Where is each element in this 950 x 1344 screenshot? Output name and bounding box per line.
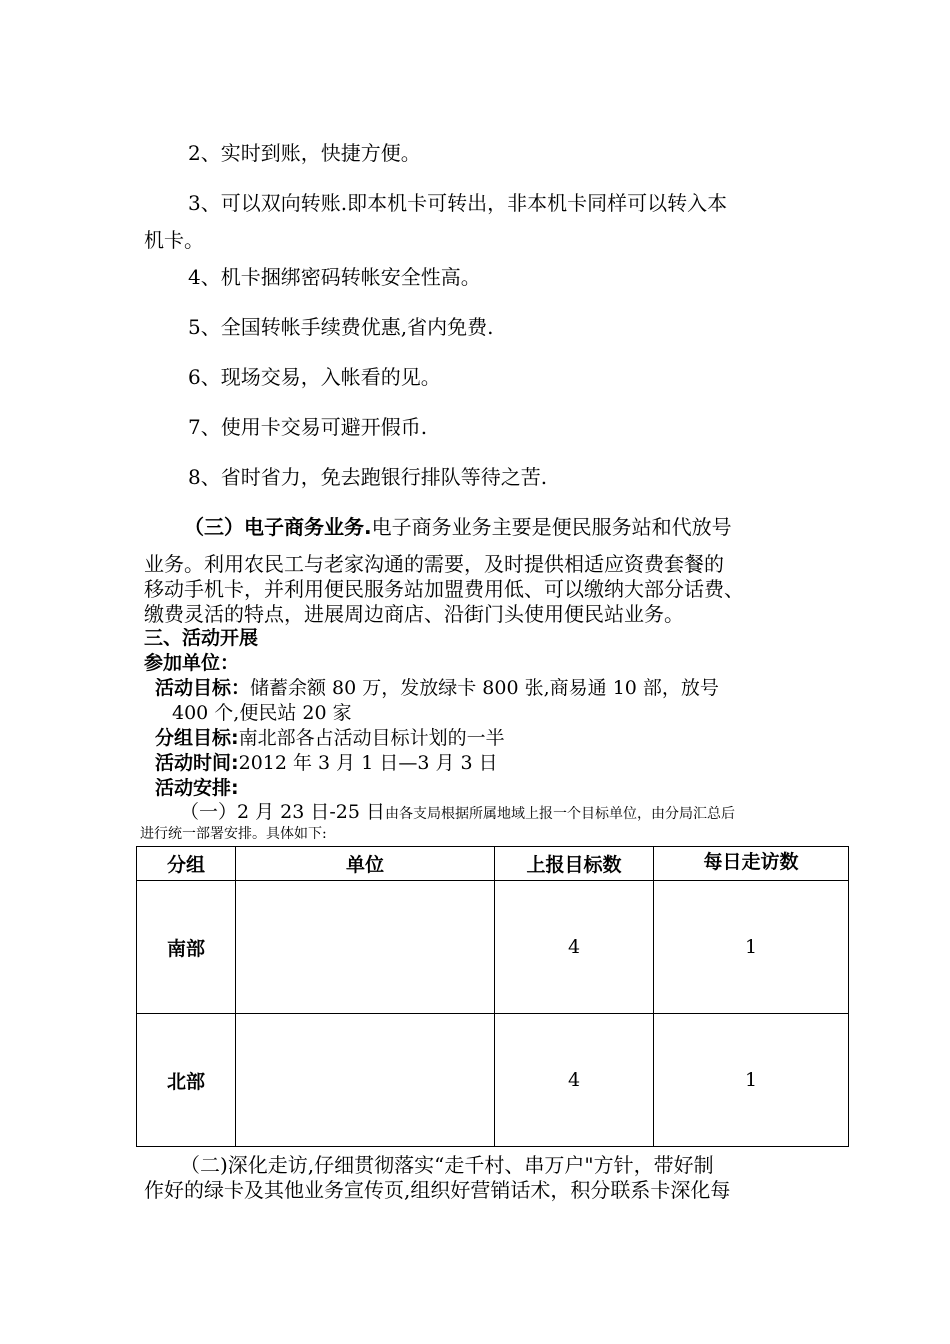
header-group: 分组 (137, 847, 236, 881)
cell-unit (236, 1014, 495, 1147)
header-target: 上报目标数 (495, 847, 654, 881)
group-label: 分组目标: (155, 727, 239, 749)
table-row (137, 1014, 849, 1147)
cell-group: 南部 (137, 881, 236, 1014)
list-item-4: 4、机卡捆绑密码转帐安全性高。 (188, 265, 481, 289)
group-text: 南北部各占活动目标计划的一半 (238, 727, 505, 749)
step1-date: （一）2 月 23 日-25 日 (180, 801, 386, 823)
time-line (155, 748, 498, 775)
list-item-3-cont: 机卡。 (144, 228, 204, 252)
participants-label: 参加单位： (144, 652, 240, 674)
ecommerce-heading: （三）电子商务业务. (184, 515, 372, 539)
time-text: 2012 年 3 月 1 日—3 月 3 日 (238, 752, 498, 774)
table-header-row (137, 847, 849, 881)
cell-target: 4 (495, 1014, 654, 1147)
list-item-2: 2、实时到账，快捷方便。 (188, 141, 421, 165)
step1-text: 由各支局根据所属地域上报一个目标单位，由分局汇总后 (385, 806, 736, 822)
time-label: 活动时间: (155, 752, 239, 774)
step2-line2: 作好的绿卡及其他业务宣传页,组织好营销话术，积分联系卡深化每 (144, 1178, 731, 1202)
arrange-label: 活动安排: (155, 777, 239, 799)
list-item-6: 6、现场交易，入帐看的见。 (188, 365, 441, 389)
goal-line (155, 673, 719, 700)
cell-group: 北部 (137, 1014, 236, 1147)
header-daily: 每日走访数 (654, 847, 849, 881)
section3-title: 三、活动开展 (144, 627, 259, 649)
goal-text: 储蓄余额 80 万，发放绿卡 800 张,商易通 10 部，放号 (250, 677, 719, 699)
list-item-8: 8、省时省力，免去跑银行排队等待之苦. (188, 465, 548, 489)
cell-target: 4 (495, 881, 654, 1014)
step2-line1: （二)深化走访,仔细贯彻落实“走千村、串万户"方针，带好制 (180, 1153, 714, 1177)
goal-label: 活动目标： (155, 677, 251, 699)
cell-daily: 1 (654, 1014, 849, 1147)
cell-daily: 1 (654, 881, 849, 1014)
ecommerce-line2: 业务。利用农民工与老家沟通的需要，及时提供相适应资费套餐的 (144, 552, 724, 576)
group-line (155, 723, 505, 750)
ecommerce-line3: 移动手机卡，并利用便民服务站加盟费用低、可以缴纳大部分话费、 (144, 577, 744, 601)
table-row (137, 881, 849, 1014)
target-table (136, 846, 849, 1147)
list-item-3: 3、可以双向转账.即本机卡可转出，非本机卡同样可以转入本 (188, 191, 728, 215)
list-item-7: 7、使用卡交易可避开假币. (188, 415, 428, 439)
cell-unit (236, 881, 495, 1014)
ecommerce-paragraph-line1 (184, 511, 732, 540)
header-unit: 单位 (236, 847, 495, 881)
step1-text-cont: 进行统一部署安排。具体如下: (140, 826, 327, 842)
goal-text-cont: 400 个,便民站 20 家 (172, 702, 352, 724)
step1-line (180, 797, 735, 824)
list-item-5: 5、全国转帐手续费优惠,省内免费. (188, 315, 494, 339)
ecommerce-line1-text: 电子商务业务主要是便民服务站和代放号 (371, 515, 732, 539)
ecommerce-line4: 缴费灵活的特点，进展周边商店、沿街门头使用便民站业务。 (144, 602, 684, 626)
